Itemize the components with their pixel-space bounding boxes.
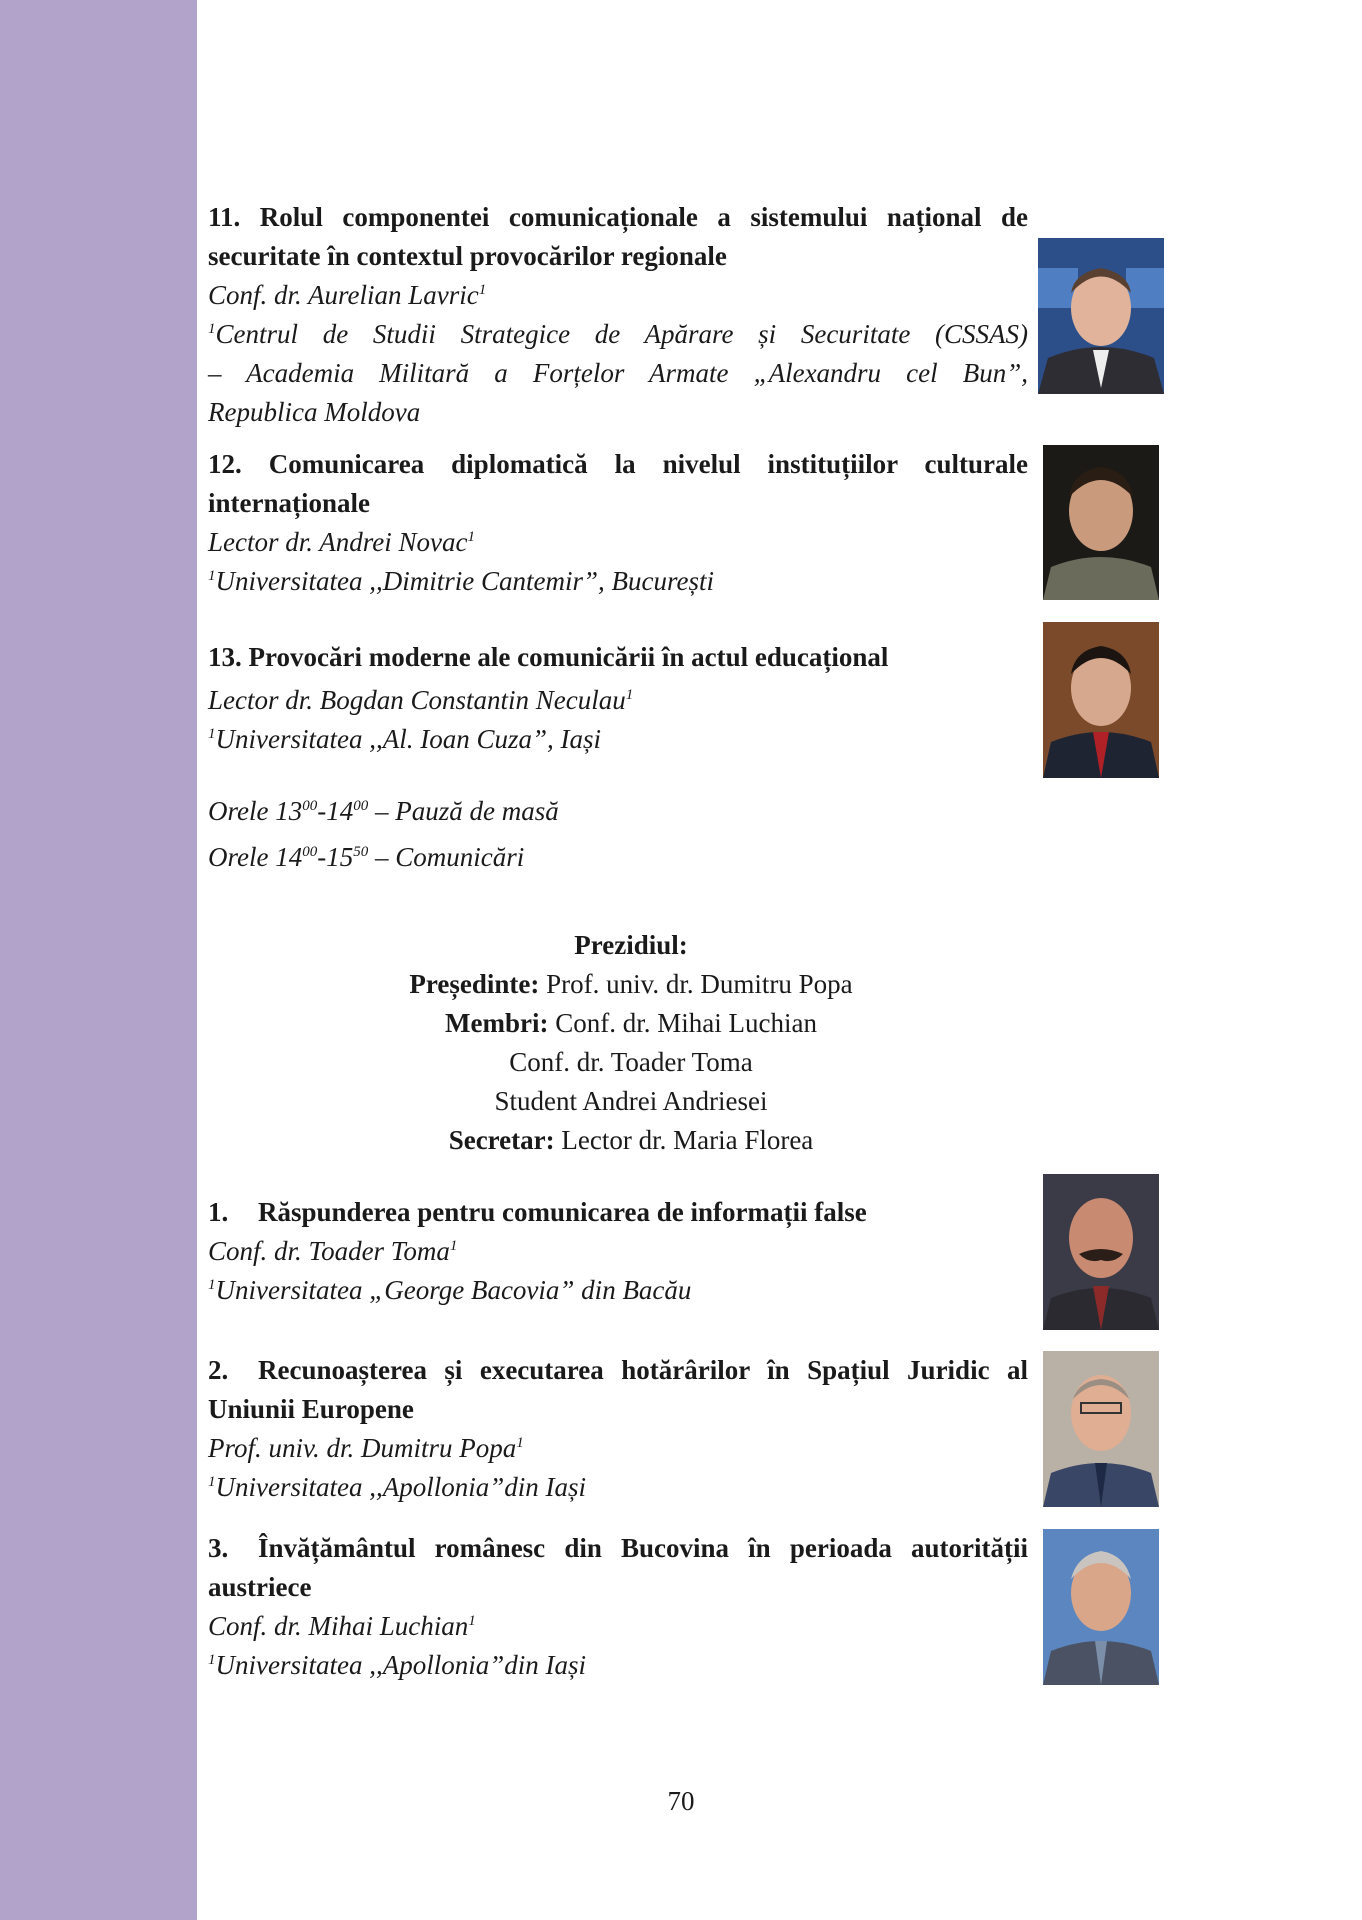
page-number: 70: [667, 1786, 695, 1816]
entry-author: Conf. dr. Toader Toma$^1$: [208, 1236, 458, 1266]
author-photo: [1038, 238, 1164, 394]
presidium-heading: Prezidiul:: [574, 930, 688, 960]
entry-affiliation: $^1$Universitatea „George Bacovia” din Bacău: [208, 1275, 692, 1305]
entry-12: [208, 445, 1028, 601]
entry-author: Conf. dr. Mihai Luchian$^1$: [208, 1611, 476, 1641]
entry-title: 13. Provocări moderne ale comunicării în actul educațional: [208, 642, 889, 672]
entry-author: Conf. dr. Aurelian Lavric$^1$: [208, 280, 487, 310]
entry-affiliation: $^1$Universitatea ,,Al. Ioan Cuza”, Iași: [208, 724, 601, 754]
entry-affiliation: $^1$Universitatea ,,Apollonia”din Iași: [208, 1472, 586, 1502]
entry-affiliation: $^1$Centrul de Studii Strategice de Apărare și Securitate (CSSAS): [208, 319, 1028, 349]
entry-13: [208, 638, 1028, 759]
presidium-members: Membri: Conf. dr. Mihai Luchian: [445, 1008, 817, 1038]
entry-title: 12. Comunicarea diplomatică la nivelul instituțiilor culturale internaționale: [208, 449, 1029, 518]
entry-author: Lector dr. Andrei Novac$^1$: [208, 527, 475, 557]
presidium-secretary: Secretar: Lector dr. Maria Florea: [448, 1125, 814, 1155]
entry-affiliation: – Academia Militară a Forțelor Armate „Alexandru cel Bun”,: [208, 358, 1028, 388]
presidium-member: Student Andrei Andriesei: [494, 1086, 768, 1116]
entry-1: [208, 1193, 1028, 1310]
presidium: [158, 926, 1104, 1160]
author-photo: [1043, 1351, 1159, 1507]
presidium-member: Conf. dr. Toader Toma: [509, 1047, 753, 1077]
entry-affiliation: Republica Moldova: [208, 397, 421, 427]
entry-title: 2. Recunoașterea și executarea hotărârilor în Spațiul Juridic al Uniunii Europene: [208, 1355, 1028, 1424]
schedule-line: Orele $13^{00}-14^{00}$ – Pauză de masă: [208, 796, 559, 826]
entry-author: Prof. univ. dr. Dumitru Popa$^1$: [208, 1433, 524, 1463]
entry-2: [208, 1351, 1028, 1507]
schedule-line: Orele $14^{00}-15^{50}$ – Comunicări: [208, 842, 525, 872]
author-photo: [1043, 622, 1159, 778]
entry-author: Lector dr. Bogdan Constantin Neculau$^1$: [208, 685, 634, 715]
entry-11: [208, 198, 1028, 432]
author-photo: [1043, 445, 1159, 600]
author-photo: [1043, 1529, 1159, 1685]
presidium-president: Președinte: Prof. univ. dr. Dumitru Popa: [409, 969, 853, 999]
schedule: [208, 788, 1028, 880]
entry-title: 3. Învățământul românesc din Bucovina în perioada autorității austriece: [208, 1533, 1028, 1602]
entry-affiliation: $^1$Universitatea ,,Apollonia”din Iași: [208, 1650, 586, 1680]
entry-3: [208, 1529, 1028, 1685]
entry-affiliation: $^1$Universitatea ,,Dimitrie Cantemir”, București: [208, 566, 714, 596]
entry-title: 1. Răspunderea pentru comunicarea de informații false: [208, 1197, 867, 1227]
entry-title: 11. Rolul componentei comunicaționale a sistemului național de securitate în contextul provocărilor regionale: [208, 202, 1028, 271]
author-photo: [1043, 1174, 1159, 1330]
